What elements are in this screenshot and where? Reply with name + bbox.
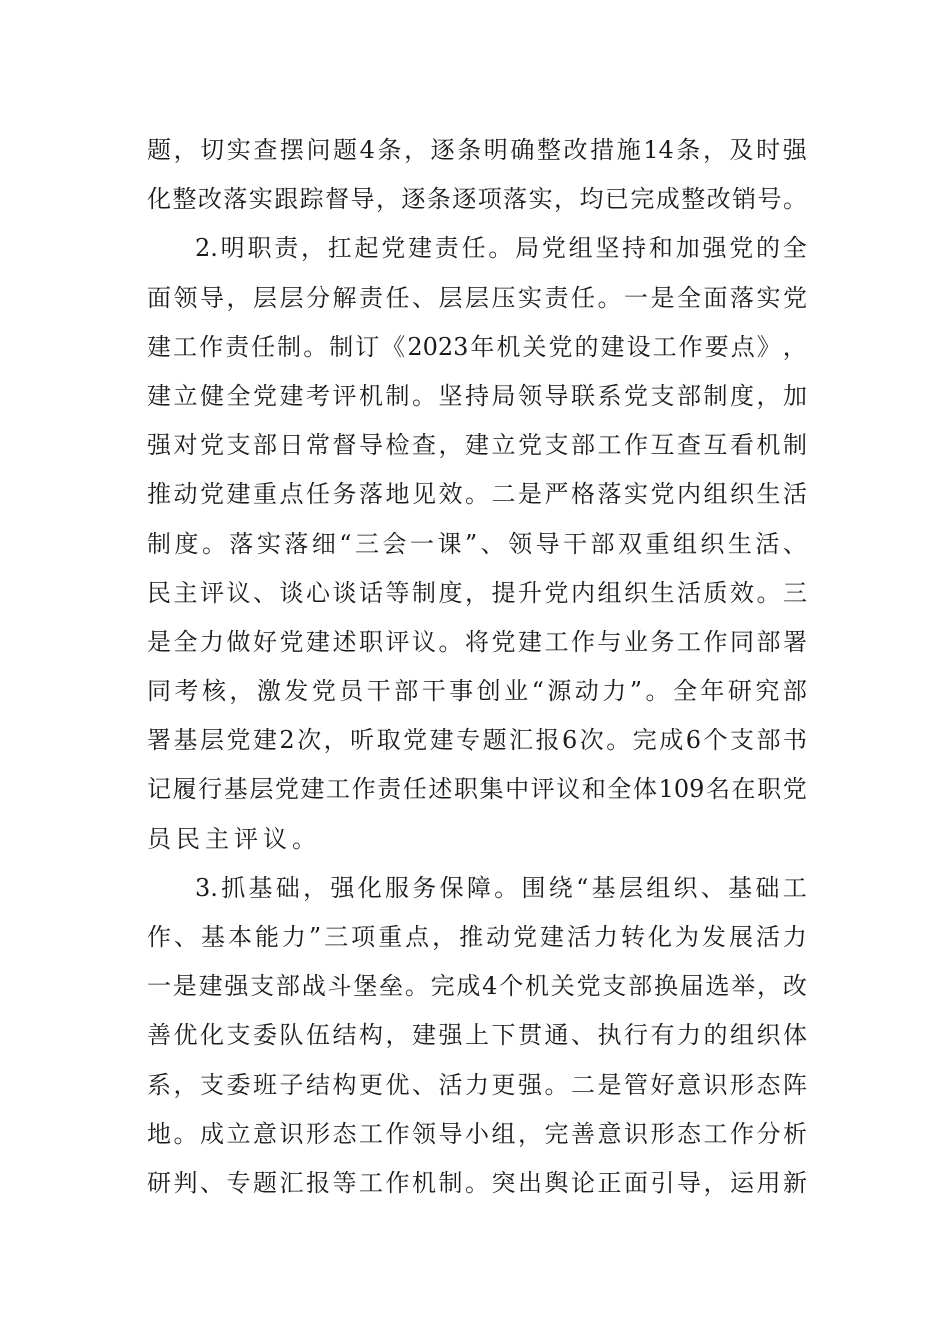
text-line: 记 履 行 基 层 党 建 工 作 责 任 述 职 集 中 评 议 和 全 体 109 名 在 职 党 — [147, 775, 807, 804]
text-line: 面 领 导 ， 层 层 分 解 责 任 、 层 层 压 实 责 任 。 一 是 全 面 落 实 党 — [147, 283, 807, 312]
text-line: 建 立 健 全 党 建 考 评 机 制 。 坚 持 局 领 导 联 系 党 支 部 制 度 ， 加 — [147, 381, 807, 410]
text-line: 制 度 。 落 实 落 细 “ 三 会 一 课 ” 、 领 导 干 部 双 重 组 织 生 活 、 — [147, 529, 807, 558]
text-line: 3. 抓 基 础 ， 强 化 服 务 保 障 。 围 绕 “ 基 层 组 织 、 基 础 工 — [195, 873, 807, 902]
text-line: 同 考 核 ， 激 发 党 员 干 部 干 事 创 业 “ 源 动 力 ” 。 全 年 研 究 部 — [147, 677, 807, 706]
text-line: 善 优 化 支 委 队 伍 结 构 ， 建 强 上 下 贯 通 、 执 行 有 力 的 组 织 体 — [147, 1021, 807, 1050]
text-line: 一 是 建 强 支 部 战 斗 堡 垒 。 完 成 4 个 机 关 党 支 部 换 届 选 举 ， 改 — [147, 972, 807, 1001]
text-line: 地 。 成 立 意 识 形 态 工 作 领 导 小 组 ， 完 善 意 识 形 态 工 作 分 析 — [147, 1119, 807, 1148]
text-line: 员民主评议。 — [147, 824, 321, 853]
text-line: 化 整 改 落 实 跟 踪 督 导 ， 逐 条 逐 项 落 实 ， 均 已 完 成 整 改 销 号 。 — [147, 185, 807, 214]
text-line: 推 动 党 建 重 点 任 务 落 地 见 效 。 二 是 严 格 落 实 党 内 组 织 生 活 — [147, 480, 807, 509]
text-line: 民 主 评 议 、 谈 心 谈 话 等 制 度 ， 提 升 党 内 组 织 生 活 质 效 。 三 — [147, 578, 807, 607]
body-text — [147, 126, 807, 1208]
text-line: 题 ， 切 实 查 摆 问 题 4 条 ， 逐 条 明 确 整 改 措 施 14 条 ， 及 时 强 — [147, 136, 807, 164]
text-line: 是 全 力 做 好 党 建 述 职 评 议 。 将 党 建 工 作 与 业 务 工 作 同 部 署 — [147, 627, 807, 656]
text-line: 2. 明 职 责 ， 扛 起 党 建 责 任 。 局 党 组 坚 持 和 加 强 党 的 全 — [195, 234, 807, 263]
text-line: 建 工 作 责 任 制 。 制 订 《 2023 年 机 关 党 的 建 设 工 作 要 点 》 ， — [147, 332, 807, 361]
text-line: 强 对 党 支 部 日 常 督 导 检 查 ， 建 立 党 支 部 工 作 互 查 互 看 机 制 — [147, 431, 807, 460]
text-line: 系 ， 支 委 班 子 结 构 更 优 、 活 力 更 强 。 二 是 管 好 意 识 形 态 阵 — [147, 1070, 807, 1099]
text-line: 研 判 、 专 题 汇 报 等 工 作 机 制 。 突 出 舆 论 正 面 引 导 ， 运 用 新 — [147, 1168, 807, 1197]
text-line: 作 、 基 本 能 力 ” 三 项 重 点 ， 推 动 党 建 活 力 转 化 为 发 展 活 力 — [147, 923, 807, 951]
text-line: 署 基 层 党 建 2 次 ， 听 取 党 建 专 题 汇 报 6 次 。 完 成 6 个 支 部 书 — [147, 726, 807, 755]
